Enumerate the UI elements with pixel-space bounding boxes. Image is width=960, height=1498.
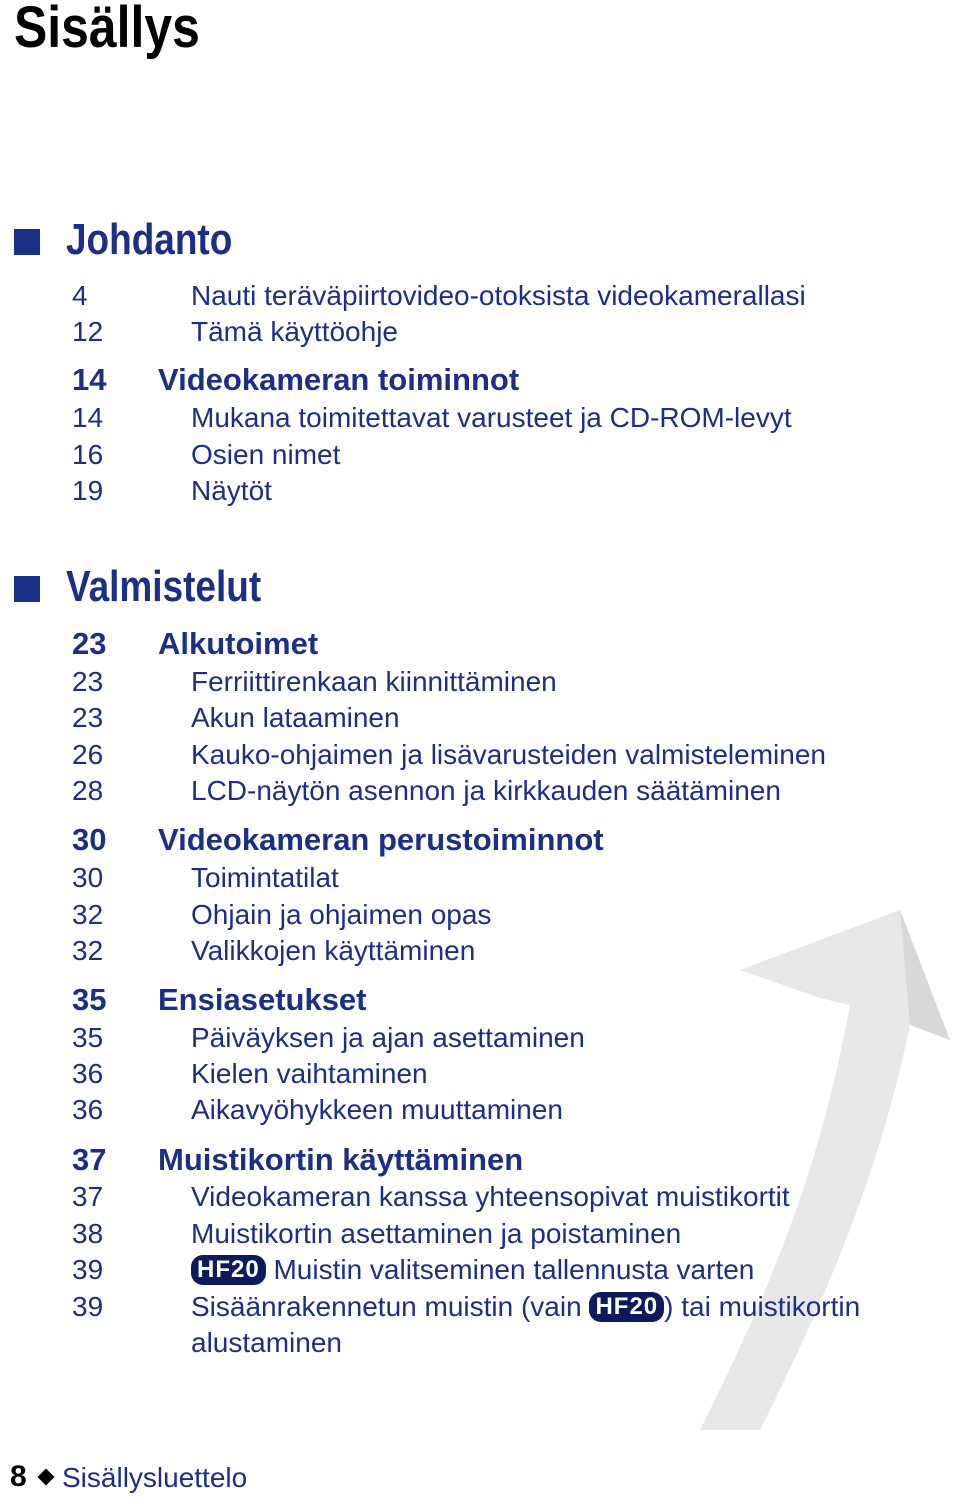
toc-entry-text: alustaminen — [191, 1327, 342, 1358]
toc-page-number: 23 — [72, 702, 104, 733]
toc-page-number: 16 — [72, 439, 104, 470]
toc-page-number: 14 — [72, 402, 104, 433]
toc-page-number: 37 — [72, 1181, 104, 1212]
toc-chapter-title: Alkutoimet — [158, 626, 319, 661]
toc-entry-title: Kauko-ohjaimen ja lisävarusteiden valmisteleminen — [191, 739, 826, 770]
toc-chapter-title: Muistikortin käyttäminen — [158, 1142, 524, 1177]
toc-page-number: 37 — [72, 1142, 107, 1177]
toc-page-number: 30 — [72, 862, 104, 893]
toc-entry-title — [191, 1289, 860, 1361]
toc-page-number: 12 — [72, 316, 104, 347]
toc-entry-title: Osien nimet — [191, 439, 341, 470]
toc-entry-title: Ohjain ja ohjaimen opas — [191, 899, 492, 930]
toc-entry-title: LCD-näytön asennon ja kirkkauden säätäminen — [191, 775, 781, 806]
toc-page-number: 30 — [72, 822, 107, 857]
toc-entry-title: Päiväyksen ja ajan asettaminen — [191, 1022, 585, 1053]
toc-entry-title: Ferriittirenkaan kiinnittäminen — [191, 666, 557, 697]
section-heading-text: Valmistelut — [66, 562, 262, 611]
toc-page-number: 4 — [72, 280, 88, 311]
toc-page-number: 14 — [72, 362, 107, 397]
toc-page-number: 39 — [72, 1254, 104, 1285]
toc-entry-title: Akun lataaminen — [191, 702, 400, 733]
toc-entry-text: ) tai muistikortin — [664, 1291, 861, 1322]
toc-page-number: 35 — [72, 982, 107, 1017]
toc-chapter-title: Ensiasetukset — [158, 982, 367, 1017]
square-bullet-icon — [14, 576, 40, 602]
toc-entry-text: Sisäänrakennetun muistin (vain — [191, 1291, 590, 1322]
toc-entry-title: Tämä käyttöohje — [191, 316, 398, 347]
toc-entry-title: Toimintatilat — [191, 862, 339, 893]
hf20-badge: HF20 — [589, 1292, 664, 1322]
toc-page-number: 32 — [72, 935, 104, 966]
toc-entry-title: Näytöt — [191, 475, 272, 506]
hf20-badge: HF20 — [191, 1255, 266, 1285]
toc-entry-title: Muistikortin asettaminen ja poistaminen — [191, 1218, 682, 1249]
toc-entry-title: Nauti teräväpiirtovideo-otoksista videokamerallasi — [191, 280, 806, 311]
square-bullet-icon — [14, 229, 40, 255]
toc-entry-text: Muistin valitseminen tallennusta varten — [265, 1254, 755, 1285]
diamond-bullet-icon — [38, 1469, 55, 1486]
page-title: Sisällys — [14, 0, 200, 60]
toc-page-number: 28 — [72, 775, 104, 806]
page-number: 8 — [10, 1460, 27, 1493]
toc-page-number: 23 — [72, 666, 104, 697]
toc-entry-title: Videokameran kanssa yhteensopivat muistikortit — [191, 1181, 790, 1212]
toc-page-number: 35 — [72, 1022, 104, 1053]
toc-chapter-title: Videokameran toiminnot — [158, 362, 520, 397]
toc-entry-title: Mukana toimitettavat varusteet ja CD-ROM-levyt — [191, 402, 792, 433]
section-heading-text: Johdanto — [66, 215, 233, 264]
toc-entry-title: Kielen vaihtaminen — [191, 1058, 428, 1089]
toc-page-number: 32 — [72, 899, 104, 930]
toc-chapter-title: Videokameran perustoiminnot — [158, 822, 604, 857]
toc-page-number: 39 — [72, 1291, 104, 1322]
footer-label: Sisällysluettelo — [62, 1462, 248, 1493]
toc-page-number: 38 — [72, 1218, 104, 1249]
toc-page-number: 26 — [72, 739, 104, 770]
toc-page-number: 19 — [72, 475, 104, 506]
toc-entry-title — [191, 1252, 754, 1288]
toc-entry-title: Aikavyöhykkeen muuttaminen — [191, 1094, 563, 1125]
toc-page-number: 23 — [72, 626, 107, 661]
toc-page-number: 36 — [72, 1094, 104, 1125]
toc-page-number: 36 — [72, 1058, 104, 1089]
toc-entry-title: Valikkojen käyttäminen — [191, 935, 476, 966]
